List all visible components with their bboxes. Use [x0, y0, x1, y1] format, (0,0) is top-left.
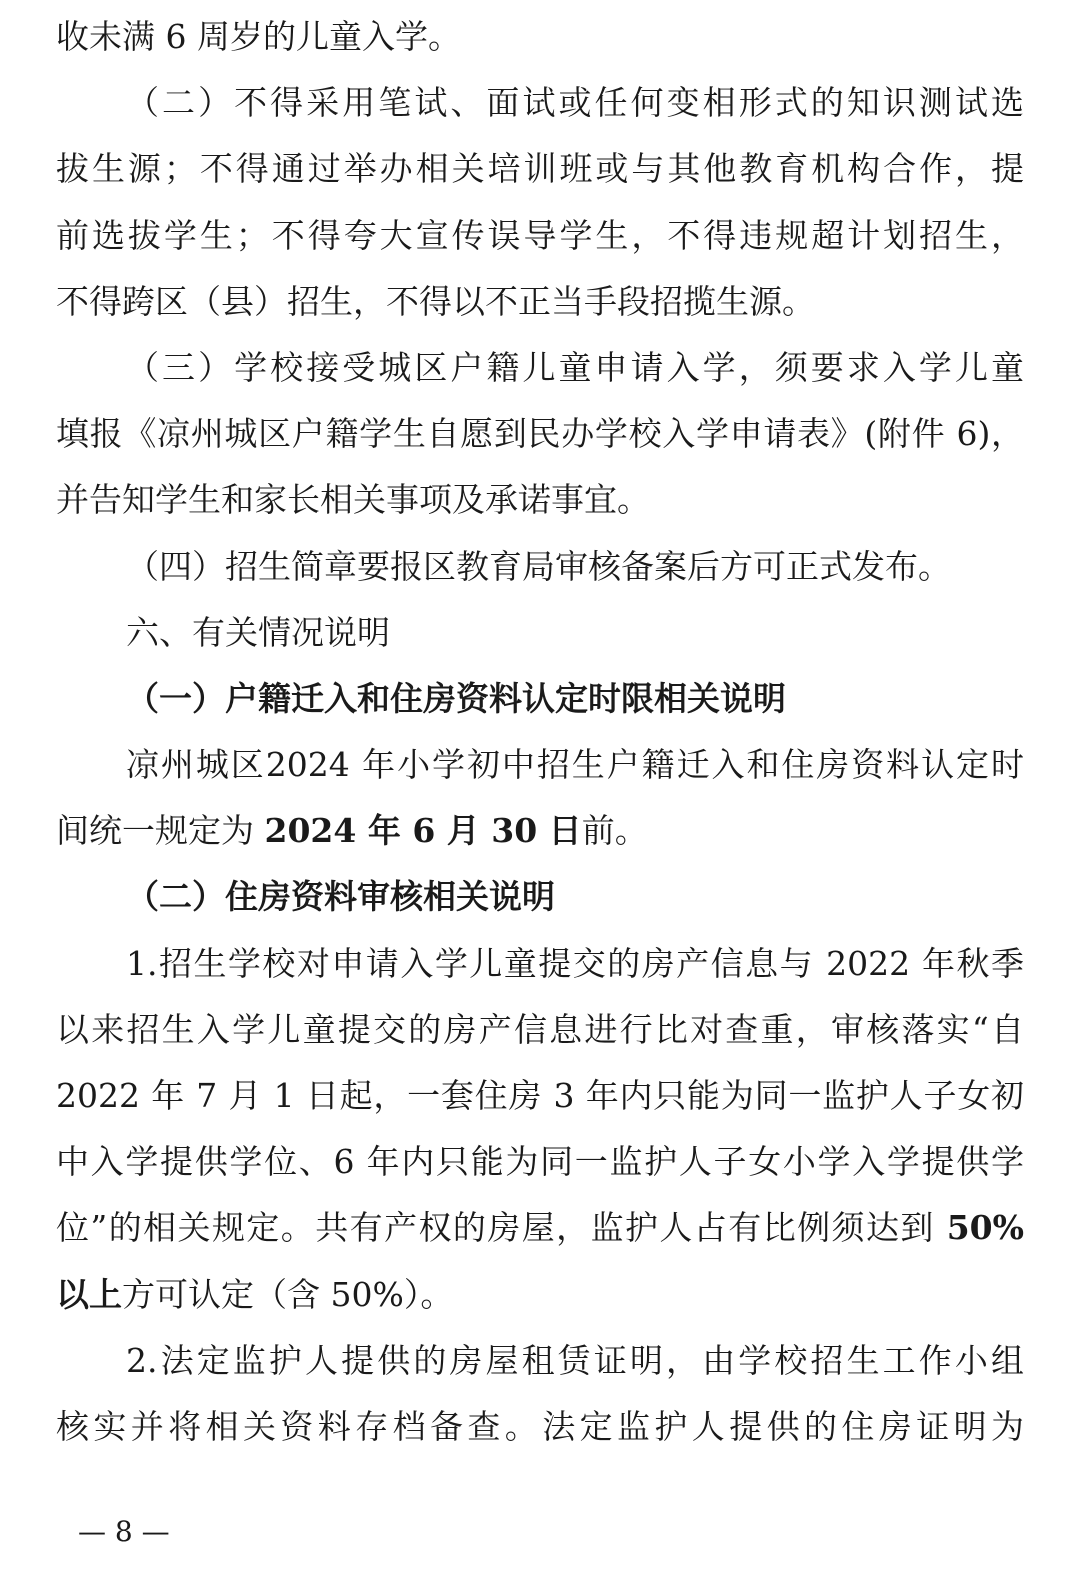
text-segment: 位”的相关规定。共有产权的房屋，监护人占有比例须达到 — [56, 1208, 947, 1248]
text-line — [56, 1195, 1024, 1261]
text-line: （三）学校接受城区户籍儿童申请入学，须要求入学儿童 — [126, 347, 1024, 387]
emphasized-percentage: 50% — [946, 1208, 1024, 1248]
subsection-heading: （二）住房资料审核相关说明 — [126, 877, 555, 917]
text-line: 拔生源；不得通过举办相关培训班或与其他教育机构合作，提 — [56, 149, 1024, 189]
text-line: 中入学提供学位、6 年内只能为同一监护人子女小学入学提供学 — [56, 1142, 1024, 1182]
subsection-heading: （一）户籍迁入和住房资料认定时限相关说明 — [126, 678, 786, 718]
document-body — [56, 4, 1024, 1460]
page-number: — 8 — — [78, 1515, 170, 1548]
text-line: 2022 年 7 月 1 日起，一套住房 3 年内只能为同一监护人子女初 — [56, 1076, 1024, 1115]
text-line: 填报《凉州城区户籍学生自愿到民办学校入学申请表》(附件 6)， — [56, 414, 1024, 454]
text-line: 2.法定监护人提供的房屋租赁证明，由学校招生工作小组 — [126, 1340, 1024, 1380]
text-line: 以来招生入学儿童提交的房产信息进行比对查重，审核落实“自 — [56, 1009, 1024, 1049]
text-line: 收未满 6 周岁的儿童入学。 — [56, 17, 461, 56]
emphasized-date: 2024 年 6 月 30 日 — [264, 811, 582, 851]
text-segment: 方可认定（含 50%）。 — [122, 1274, 454, 1314]
text-segment: 间统一规定为 — [56, 811, 265, 851]
text-line: 前选拔学生；不得夸大宣传误导学生，不得违规超计划招生， — [56, 215, 1024, 255]
text-line — [56, 798, 1024, 864]
text-line — [56, 1262, 1024, 1328]
text-line: （二）不得采用笔试、面试或任何变相形式的知识测试选 — [126, 83, 1024, 123]
text-line: 凉州城区2024 年小学初中招生户籍迁入和住房资料认定时 — [126, 745, 1024, 785]
text-segment: 前。 — [581, 811, 648, 851]
text-line: 并告知学生和家长相关事项及承诺事宜。 — [56, 480, 650, 520]
text-line: （四）招生简章要报区教育局审核备案后方可正式发布。 — [126, 546, 951, 586]
text-line: 核实并将相关资料存档备查。法定监护人提供的住房证明为 — [56, 1406, 1024, 1446]
section-heading: 六、有关情况说明 — [126, 612, 390, 652]
emphasized-text: 以上 — [56, 1274, 122, 1314]
text-line: 1.招生学校对申请入学儿童提交的房产信息与 2022 年秋季 — [126, 943, 1024, 983]
text-line: 不得跨区（县）招生，不得以不正当手段招揽生源。 — [56, 281, 815, 321]
